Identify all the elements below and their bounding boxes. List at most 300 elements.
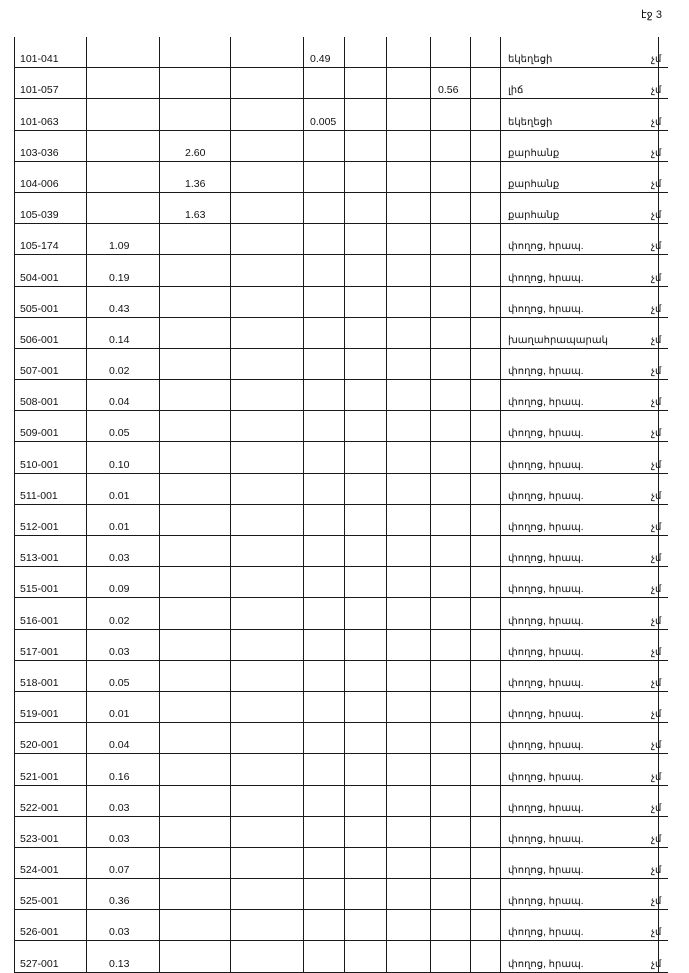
- cell-value-1: 0.07: [109, 864, 130, 877]
- cell-name: փողոց, հրապ.: [508, 272, 584, 284]
- column-divider: [159, 131, 160, 161]
- column-divider: [500, 630, 501, 660]
- cell-mark: չմ: [651, 241, 662, 253]
- column-divider: [470, 661, 471, 691]
- column-divider: [230, 318, 231, 348]
- column-divider: [430, 692, 431, 722]
- column-divider: [159, 941, 160, 971]
- column-divider: [86, 754, 87, 784]
- cell-name: փողոց, հրապ.: [508, 896, 584, 908]
- column-divider: [86, 505, 87, 535]
- cell-name: փողոց, հրապ.: [508, 397, 584, 409]
- column-divider: [470, 131, 471, 161]
- cell-code: 506-001: [20, 333, 59, 346]
- cell-name: փողոց, հրապ.: [508, 490, 584, 502]
- column-divider: [14, 567, 15, 597]
- column-divider: [430, 442, 431, 472]
- cell-mark: չմ: [651, 428, 662, 440]
- column-divider: [500, 692, 501, 722]
- table-row: [14, 536, 668, 567]
- column-divider: [86, 162, 87, 192]
- column-divider: [14, 598, 15, 628]
- column-divider: [86, 442, 87, 472]
- column-divider: [470, 162, 471, 192]
- cell-value-1: 0.01: [109, 521, 130, 533]
- column-divider: [470, 941, 471, 971]
- cell-code: 526-001: [20, 926, 59, 939]
- table-row: [14, 287, 668, 318]
- column-divider: [344, 37, 345, 67]
- column-divider: [159, 567, 160, 597]
- cell-name: փողոց, հրապ.: [508, 802, 584, 814]
- column-divider: [500, 817, 501, 847]
- column-divider: [430, 910, 431, 940]
- column-divider: [430, 848, 431, 878]
- column-divider: [14, 848, 15, 878]
- column-divider: [14, 692, 15, 722]
- table-row: [14, 505, 668, 536]
- cell-value-1: 0.02: [109, 614, 130, 627]
- column-divider: [14, 661, 15, 691]
- column-divider: [230, 255, 231, 285]
- cell-mark: չմ: [651, 927, 662, 939]
- cell-code: 103-036: [20, 146, 59, 159]
- column-divider: [86, 287, 87, 317]
- column-divider: [230, 380, 231, 410]
- column-divider: [344, 193, 345, 223]
- column-divider: [344, 661, 345, 691]
- column-divider: [344, 411, 345, 441]
- cell-name: խաղահրապարակ: [508, 334, 608, 346]
- cell-value-1: 0.19: [109, 271, 130, 284]
- column-divider: [14, 131, 15, 161]
- column-divider: [159, 661, 160, 691]
- column-divider: [430, 131, 431, 161]
- column-divider: [14, 37, 15, 67]
- cell-name: փողոց, հրապ.: [508, 241, 584, 253]
- column-divider: [230, 162, 231, 192]
- cell-mark: չմ: [651, 147, 662, 159]
- table-row: [14, 442, 668, 473]
- column-divider: [14, 754, 15, 784]
- cell-code: 101-063: [20, 115, 59, 128]
- column-divider: [230, 941, 231, 971]
- table-row: [14, 848, 668, 879]
- column-divider: [500, 162, 501, 192]
- column-divider: [303, 910, 304, 940]
- column-divider: [86, 661, 87, 691]
- cell-code: 520-001: [20, 739, 59, 752]
- column-divider: [430, 598, 431, 628]
- table-row: [14, 879, 668, 910]
- cell-code: 523-001: [20, 832, 59, 845]
- column-divider: [14, 505, 15, 535]
- column-divider: [500, 910, 501, 940]
- column-divider: [386, 442, 387, 472]
- column-divider: [303, 411, 304, 441]
- column-divider: [500, 879, 501, 909]
- column-divider: [344, 848, 345, 878]
- column-divider: [344, 349, 345, 379]
- column-divider: [500, 287, 501, 317]
- column-divider: [386, 68, 387, 98]
- column-divider: [430, 37, 431, 67]
- column-divider: [230, 99, 231, 129]
- column-divider: [430, 380, 431, 410]
- cell-name: փողոց, հրապ.: [508, 553, 584, 565]
- column-divider: [14, 411, 15, 441]
- column-divider: [230, 193, 231, 223]
- column-divider: [86, 474, 87, 504]
- column-divider: [386, 692, 387, 722]
- column-divider: [386, 910, 387, 940]
- column-divider: [86, 411, 87, 441]
- column-divider: [500, 442, 501, 472]
- column-divider: [344, 255, 345, 285]
- cell-code: 510-001: [20, 458, 59, 471]
- column-divider: [86, 817, 87, 847]
- cell-name: քարհանք: [508, 147, 560, 159]
- column-divider: [303, 287, 304, 317]
- column-divider: [159, 287, 160, 317]
- column-divider: [14, 99, 15, 129]
- column-divider: [159, 255, 160, 285]
- table-row: [14, 411, 668, 442]
- cell-name: փողոց, հրապ.: [508, 833, 584, 845]
- column-divider: [470, 817, 471, 847]
- column-divider: [159, 505, 160, 535]
- column-divider: [500, 786, 501, 816]
- column-divider: [230, 786, 231, 816]
- column-divider: [470, 598, 471, 628]
- column-divider: [430, 318, 431, 348]
- column-divider: [303, 255, 304, 285]
- column-divider: [344, 786, 345, 816]
- column-divider: [303, 224, 304, 254]
- column-divider: [303, 941, 304, 971]
- column-divider: [303, 817, 304, 847]
- cell-code: 508-001: [20, 396, 59, 409]
- cell-mark: չմ: [651, 896, 662, 908]
- cell-value-1: 0.03: [109, 645, 130, 658]
- column-divider: [430, 567, 431, 597]
- cell-mark: չմ: [651, 833, 662, 845]
- cell-value-1: 0.05: [109, 676, 130, 689]
- column-divider: [500, 848, 501, 878]
- column-divider: [470, 848, 471, 878]
- column-divider: [386, 879, 387, 909]
- cell-mark: չմ: [651, 584, 662, 596]
- column-divider: [159, 474, 160, 504]
- column-divider: [14, 255, 15, 285]
- column-divider: [86, 598, 87, 628]
- column-divider: [86, 567, 87, 597]
- column-divider: [159, 754, 160, 784]
- column-divider: [430, 162, 431, 192]
- table-row: [14, 349, 668, 380]
- table-row: [14, 786, 668, 817]
- table-row: [14, 910, 668, 941]
- column-divider: [159, 349, 160, 379]
- column-divider: [14, 380, 15, 410]
- column-divider: [159, 411, 160, 441]
- cell-code: 101-041: [20, 53, 59, 66]
- column-divider: [500, 349, 501, 379]
- column-divider: [230, 536, 231, 566]
- column-divider: [344, 941, 345, 971]
- cell-mark: չմ: [651, 366, 662, 378]
- table-row: [14, 598, 668, 629]
- column-divider: [303, 380, 304, 410]
- column-divider: [386, 224, 387, 254]
- cell-name: եկեղեցի: [508, 116, 553, 128]
- table-row: [14, 474, 668, 505]
- column-divider: [386, 474, 387, 504]
- table-row: [14, 193, 668, 224]
- table-row: [14, 131, 668, 162]
- table-row: [14, 692, 668, 723]
- cell-value-1: 0.01: [109, 708, 130, 721]
- column-divider: [344, 505, 345, 535]
- column-divider: [14, 786, 15, 816]
- column-divider: [230, 505, 231, 535]
- column-divider: [430, 287, 431, 317]
- cell-name: փողոց, հրապ.: [508, 459, 584, 471]
- column-divider: [430, 68, 431, 98]
- column-divider: [230, 723, 231, 753]
- column-divider: [159, 879, 160, 909]
- cell-mark: չմ: [651, 459, 662, 471]
- column-divider: [386, 536, 387, 566]
- column-divider: [344, 723, 345, 753]
- column-divider: [230, 630, 231, 660]
- table-row: [14, 380, 668, 411]
- column-divider: [303, 848, 304, 878]
- column-divider: [344, 162, 345, 192]
- column-divider: [470, 442, 471, 472]
- column-divider: [470, 193, 471, 223]
- column-divider: [470, 318, 471, 348]
- column-divider: [500, 131, 501, 161]
- cell-code: 516-001: [20, 614, 59, 627]
- column-divider: [430, 786, 431, 816]
- column-divider: [86, 941, 87, 971]
- column-divider: [344, 817, 345, 847]
- cell-code: 515-001: [20, 583, 59, 596]
- column-divider: [470, 99, 471, 129]
- cell-value-3: 0.49: [310, 53, 331, 66]
- column-divider: [500, 224, 501, 254]
- column-divider: [86, 848, 87, 878]
- table-row: [14, 162, 668, 193]
- column-divider: [159, 848, 160, 878]
- table-row: [14, 68, 668, 99]
- table-row: [14, 723, 668, 754]
- column-divider: [500, 99, 501, 129]
- cell-name: փողոց, հրապ.: [508, 771, 584, 783]
- cell-mark: չմ: [651, 85, 662, 97]
- column-divider: [230, 349, 231, 379]
- cell-mark: չմ: [651, 397, 662, 409]
- column-divider: [430, 817, 431, 847]
- column-divider: [500, 37, 501, 67]
- column-divider: [14, 193, 15, 223]
- cell-value-2: 1.63: [185, 209, 206, 222]
- column-divider: [303, 193, 304, 223]
- column-divider: [14, 68, 15, 98]
- column-divider: [430, 474, 431, 504]
- cell-value-4: 0.56: [438, 84, 459, 97]
- column-divider: [230, 910, 231, 940]
- column-divider: [344, 598, 345, 628]
- column-divider: [230, 68, 231, 98]
- column-divider: [470, 536, 471, 566]
- column-divider: [159, 692, 160, 722]
- cell-value-1: 0.01: [109, 489, 130, 502]
- cell-mark: չմ: [651, 646, 662, 658]
- cell-mark: չմ: [651, 272, 662, 284]
- column-divider: [230, 37, 231, 67]
- column-divider: [14, 474, 15, 504]
- column-divider: [470, 37, 471, 67]
- column-divider: [500, 536, 501, 566]
- cell-value-1: 0.03: [109, 801, 130, 814]
- column-divider: [303, 536, 304, 566]
- column-divider: [230, 879, 231, 909]
- column-divider: [230, 131, 231, 161]
- column-divider: [230, 567, 231, 597]
- cell-mark: չմ: [651, 553, 662, 565]
- column-divider: [86, 224, 87, 254]
- column-divider: [230, 598, 231, 628]
- column-divider: [159, 318, 160, 348]
- table-row: [14, 754, 668, 785]
- cell-code: 518-001: [20, 676, 59, 689]
- cell-value-1: 1.09: [109, 240, 130, 253]
- column-divider: [386, 630, 387, 660]
- column-divider: [386, 786, 387, 816]
- column-divider: [344, 754, 345, 784]
- column-divider: [86, 786, 87, 816]
- column-divider: [159, 442, 160, 472]
- cell-value-1: 0.43: [109, 302, 130, 315]
- cell-name: փողոց, հրապ.: [508, 927, 584, 939]
- cell-code: 527-001: [20, 957, 59, 970]
- column-divider: [303, 318, 304, 348]
- column-divider: [470, 754, 471, 784]
- column-divider: [344, 318, 345, 348]
- column-divider: [470, 224, 471, 254]
- column-divider: [470, 287, 471, 317]
- column-divider: [86, 536, 87, 566]
- column-divider: [14, 941, 15, 971]
- table-row: [14, 567, 668, 598]
- column-divider: [14, 630, 15, 660]
- column-divider: [159, 598, 160, 628]
- column-divider: [386, 318, 387, 348]
- column-divider: [470, 255, 471, 285]
- column-divider: [344, 474, 345, 504]
- cell-name: փողոց, հրապ.: [508, 677, 584, 689]
- column-divider: [303, 474, 304, 504]
- cell-value-1: 0.09: [109, 583, 130, 596]
- cell-code: 507-001: [20, 365, 59, 378]
- column-divider: [500, 505, 501, 535]
- cell-mark: չմ: [651, 771, 662, 783]
- column-divider: [86, 318, 87, 348]
- column-divider: [303, 692, 304, 722]
- column-divider: [86, 255, 87, 285]
- column-divider: [159, 536, 160, 566]
- cell-mark: չմ: [651, 210, 662, 222]
- column-divider: [430, 349, 431, 379]
- column-divider: [430, 255, 431, 285]
- column-divider: [303, 349, 304, 379]
- column-divider: [344, 630, 345, 660]
- cell-mark: չմ: [651, 740, 662, 752]
- cell-code: 519-001: [20, 708, 59, 721]
- table-row: [14, 318, 668, 349]
- column-divider: [430, 224, 431, 254]
- column-divider: [430, 536, 431, 566]
- cell-mark: չմ: [651, 490, 662, 502]
- cell-mark: չմ: [651, 615, 662, 627]
- column-divider: [86, 692, 87, 722]
- column-divider: [386, 287, 387, 317]
- cell-code: 525-001: [20, 895, 59, 908]
- column-divider: [303, 754, 304, 784]
- column-divider: [86, 879, 87, 909]
- cell-name: փողոց, հրապ.: [508, 366, 584, 378]
- cell-code: 511-001: [20, 489, 58, 502]
- column-divider: [303, 442, 304, 472]
- column-divider: [159, 723, 160, 753]
- table-row: [14, 37, 668, 68]
- column-divider: [86, 99, 87, 129]
- column-divider: [470, 910, 471, 940]
- column-divider: [386, 754, 387, 784]
- cell-value-1: 0.14: [109, 333, 130, 346]
- table-row: [14, 630, 668, 661]
- column-divider: [303, 68, 304, 98]
- column-divider: [500, 255, 501, 285]
- column-divider: [14, 349, 15, 379]
- column-divider: [230, 848, 231, 878]
- column-divider: [386, 255, 387, 285]
- column-divider: [86, 910, 87, 940]
- column-divider: [14, 723, 15, 753]
- column-divider: [386, 162, 387, 192]
- column-divider: [159, 910, 160, 940]
- column-divider: [470, 630, 471, 660]
- column-divider: [344, 879, 345, 909]
- cell-code: 105-039: [20, 209, 59, 222]
- table-row: [14, 661, 668, 692]
- column-divider: [303, 786, 304, 816]
- column-divider: [386, 941, 387, 971]
- column-divider: [430, 941, 431, 971]
- column-divider: [14, 318, 15, 348]
- column-divider: [430, 193, 431, 223]
- column-divider: [470, 349, 471, 379]
- column-divider: [303, 723, 304, 753]
- cell-mark: չմ: [651, 709, 662, 721]
- column-divider: [470, 474, 471, 504]
- column-divider: [470, 879, 471, 909]
- cell-code: 522-001: [20, 801, 59, 814]
- column-divider: [230, 692, 231, 722]
- cell-mark: չմ: [651, 677, 662, 689]
